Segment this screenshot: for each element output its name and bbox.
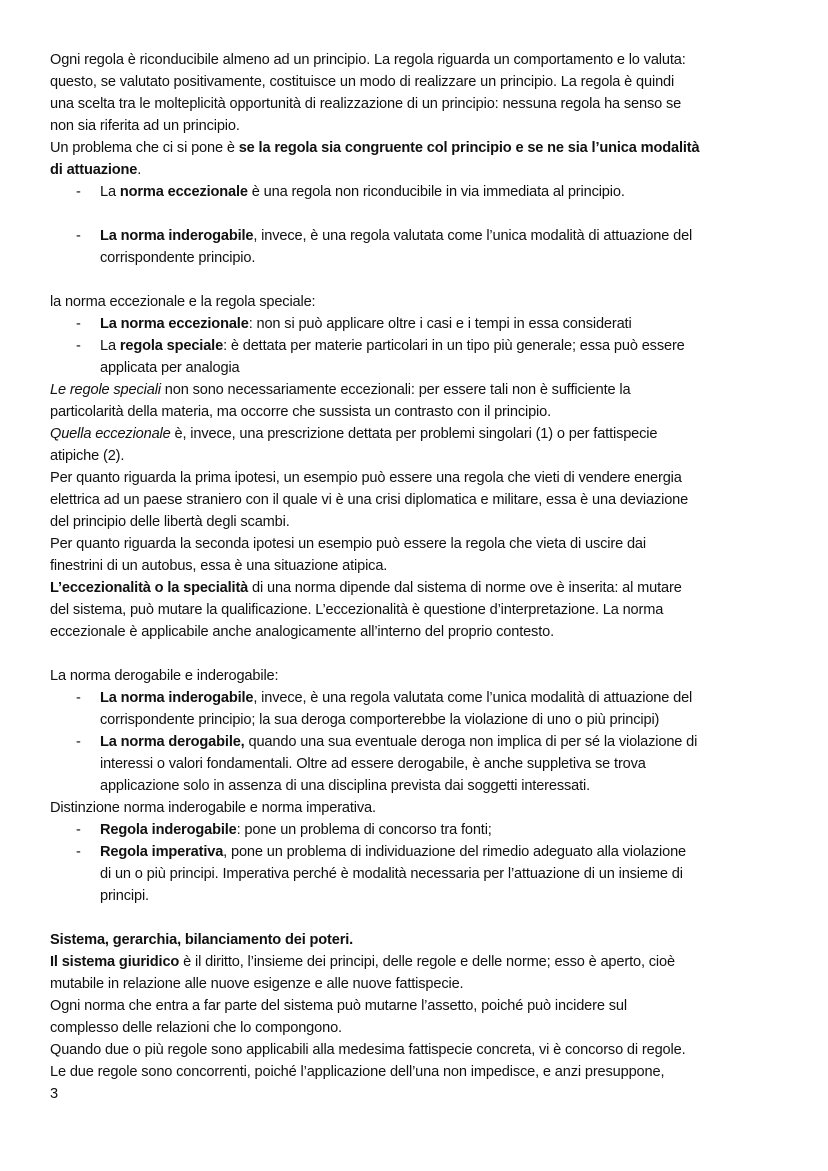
text-run: La — [100, 184, 120, 200]
text-run: interessi o valori fondamentali. Oltre ad essere derogabile, è anche suppletiva se trova — [100, 756, 646, 772]
text-run: questo, se valutato positivamente, costituisce un modo di realizzare un principio. La regola è quindi — [50, 74, 675, 90]
text-line — [50, 665, 790, 687]
text-run: particolarità della materia, ma occorre che sussista un contrasto con il principio. — [50, 404, 551, 420]
text-line — [50, 93, 790, 115]
text-line — [50, 1017, 790, 1039]
text-run: Ogni regola è riconducibile almeno ad un principio. La regola riguarda un comportamento e lo valuta: — [50, 52, 686, 68]
bold-text: regola speciale — [119, 338, 224, 354]
text-line — [50, 599, 790, 621]
text-line — [50, 357, 790, 379]
text-run: applicazione solo in assenza di una disciplina prevista dai soggetti interessati. — [100, 778, 591, 794]
text-run: : non si può applicare oltre i casi e i tempi in essa considerati — [248, 316, 632, 332]
text-line — [50, 159, 790, 181]
text-line — [50, 621, 790, 643]
bold-text: di attuazione — [50, 162, 138, 178]
text-run: è il diritto, l’insieme dei principi, delle regole e delle norme; esso è aperto, cioè — [179, 954, 675, 970]
text-run: Distinzione norma inderogabile e norma imperativa. — [50, 800, 376, 816]
bullet-item — [50, 819, 790, 841]
page-number: 3 — [50, 1086, 58, 1102]
text-run: la norma eccezionale e la regola speciale: — [50, 294, 316, 310]
text-run: , pone un problema di individuazione del rimedio adeguato alla violazione — [223, 844, 687, 860]
text-line — [50, 973, 790, 995]
text-line — [50, 467, 790, 489]
text-line — [50, 995, 790, 1017]
text-run: principi. — [100, 888, 149, 904]
bullet-dash: - — [76, 316, 81, 332]
text-line — [50, 49, 790, 71]
bullet-dash: - — [76, 734, 81, 750]
text-line — [50, 71, 790, 93]
bullet-dash: - — [76, 690, 81, 706]
text-run: di una norma dipende dal sistema di norme ove è inserita: al mutare — [248, 580, 682, 596]
text-line — [50, 247, 790, 269]
text-run: una scelta tra le molteplicità opportunità di realizzazione di un principio: nessuna regola ha senso se — [50, 96, 682, 112]
bullet-dash: - — [76, 844, 81, 860]
text-run: quando una sua eventuale deroga non implica di per sé la violazione di — [244, 734, 698, 750]
text-run: : è dettata per materie particolari in un tipo più generale; essa può essere — [223, 338, 685, 354]
text-run: La norma derogabile e inderogabile: — [50, 668, 279, 684]
bullet-item — [50, 841, 790, 863]
text-run: Quando due o più regole sono applicabili alla medesima fattispecie concreta, vi è concorso di regole. — [50, 1042, 686, 1058]
text-run: Un problema che ci si pone è — [50, 140, 239, 156]
text-run: applicata per analogia — [100, 360, 240, 376]
text-run: . — [137, 162, 142, 178]
blank-line — [50, 269, 790, 291]
text-run: del principio delle libertà degli scambi. — [50, 514, 290, 530]
bullet-dash: - — [76, 822, 81, 838]
text-run: Per quanto riguarda la prima ipotesi, un esempio può essere una regola che vieti di vendere energia — [50, 470, 682, 486]
text-line — [50, 1039, 790, 1061]
text-run: elettrica ad un paese straniero con il quale vi è una crisi diplomatica e militare, essa è una deviazione — [50, 492, 689, 508]
text-line — [50, 423, 790, 445]
text-line — [50, 951, 790, 973]
text-line — [50, 577, 790, 599]
text-run: non sono necessariamente eccezionali: per essere tali non è sufficiente la — [160, 382, 631, 398]
text-line — [50, 489, 790, 511]
text-run: Le due regole sono concorrenti, poiché l’applicazione dell’una non impedisce, e anzi presuppone, — [50, 1064, 665, 1080]
text-line — [50, 709, 790, 731]
text-line — [50, 401, 790, 423]
text-line — [50, 555, 790, 577]
text-line — [50, 863, 790, 885]
text-line — [50, 929, 790, 951]
text-run: , invece, è una regola valutata come l’unica modalità di attuazione del — [253, 690, 693, 706]
text-run: non sia riferita ad un principio. — [50, 118, 240, 134]
bold-text: La norma inderogabile — [100, 228, 254, 244]
bold-text: Regola imperativa — [100, 844, 224, 860]
bold-text: L’eccezionalità o la specialità — [50, 580, 249, 596]
text-run: mutabile in relazione alle nuove esigenze e alle nuove fattispecie. — [50, 976, 464, 992]
text-run: atipiche (2). — [50, 448, 125, 464]
text-line — [50, 445, 790, 467]
text-line — [50, 753, 790, 775]
text-line — [50, 885, 790, 907]
text-run: complesso delle relazioni che lo compongono. — [50, 1020, 342, 1036]
text-run: corrispondente principio. — [100, 250, 256, 266]
text-line — [50, 137, 790, 159]
text-run: è, invece, una prescrizione dettata per problemi singolari (1) o per fattispecie — [170, 426, 658, 442]
text-run: eccezionale è applicabile anche analogicamente all’interno del proprio contesto. — [50, 624, 554, 640]
text-run: è una regola non riconducibile in via immediata al principio. — [247, 184, 625, 200]
bold-text: La norma inderogabile — [100, 690, 254, 706]
bold-text: La norma derogabile, — [100, 734, 245, 750]
text-run: corrispondente principio; la sua deroga comporterebbe la violazione di uno o più principi) — [100, 712, 660, 728]
text-run: finestrini di un autobus, essa è una situazione atipica. — [50, 558, 388, 574]
italic-text: Le regole speciali — [50, 382, 161, 398]
bullet-item — [50, 313, 790, 335]
text-run: Ogni norma che entra a far parte del sistema può mutarne l’assetto, poiché può incidere sul — [50, 998, 627, 1014]
bold-text: norma eccezionale — [119, 184, 248, 200]
bold-text: La norma eccezionale — [100, 316, 249, 332]
italic-text: Quella eccezionale — [50, 426, 171, 442]
bullet-item — [50, 687, 790, 709]
bold-text: Regola inderogabile — [100, 822, 237, 838]
bold-text: se la regola sia congruente col principio e se ne sia l’unica modalità — [238, 140, 700, 156]
text-line — [50, 533, 790, 555]
document-body — [50, 49, 790, 1105]
bullet-item — [50, 225, 790, 247]
blank-line — [50, 643, 790, 665]
text-run: , invece, è una regola valutata come l’unica modalità di attuazione del — [253, 228, 693, 244]
text-line — [50, 1061, 790, 1083]
text-line — [50, 379, 790, 401]
bullet-dash: - — [76, 184, 81, 200]
text-run: di un o più principi. Imperativa perché è modalità necessaria per l’attuazione di un insieme di — [100, 866, 683, 882]
bullet-item — [50, 335, 790, 357]
text-line — [50, 797, 790, 819]
bullet-dash: - — [76, 228, 81, 244]
text-run: del sistema, può mutare la qualificazione. L’eccezionalità è questione d’interpretazione. La norma — [50, 602, 664, 618]
text-run: : pone un problema di concorso tra fonti; — [236, 822, 492, 838]
bullet-item — [50, 731, 790, 753]
blank-line — [50, 907, 790, 929]
bold-text: Il sistema giuridico — [50, 954, 180, 970]
text-line — [50, 115, 790, 137]
blank-line — [50, 203, 790, 225]
text-run: La — [100, 338, 120, 354]
text-line — [50, 291, 790, 313]
text-line — [50, 511, 790, 533]
bold-text: Sistema, gerarchia, bilanciamento dei poteri. — [50, 932, 354, 948]
text-run: Per quanto riguarda la seconda ipotesi un esempio può essere la regola che vieta di uscire dai — [50, 536, 646, 552]
bullet-item — [50, 181, 790, 203]
bullet-dash: - — [76, 338, 81, 354]
text-line — [50, 775, 790, 797]
